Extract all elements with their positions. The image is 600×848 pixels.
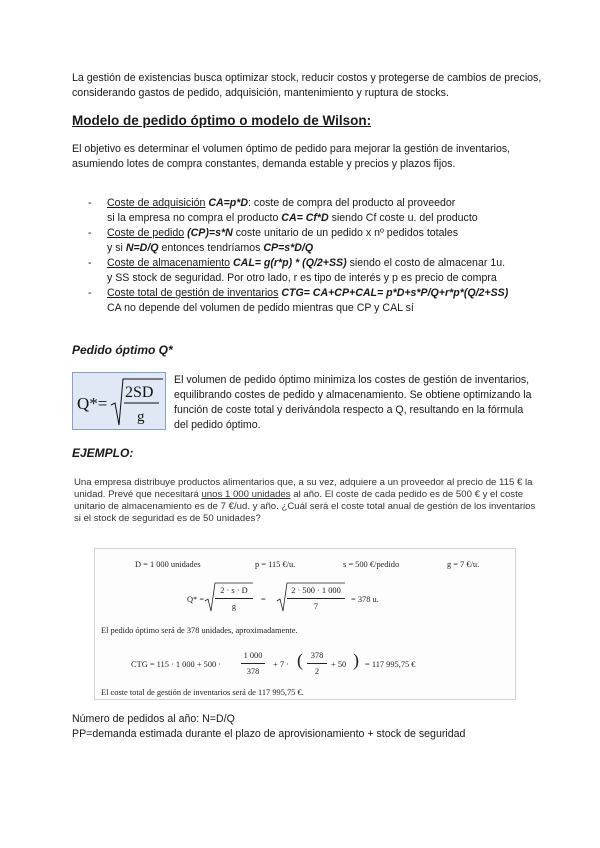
list-dash: - <box>88 227 92 239</box>
term-total: Coste total de gestión de inventarios <box>107 287 279 299</box>
ctg-num-1: 1 000 <box>241 648 265 664</box>
given-g: g = 7 €/u. <box>447 560 480 569</box>
heading-ejemplo: EJEMPLO: <box>72 446 134 460</box>
q-frac-2 <box>287 583 345 614</box>
given-s: s = 500 €/pedido <box>343 560 400 569</box>
text-adquisicion-l2a: si la empresa no compra el producto <box>107 212 282 224</box>
formula-ca-cf: CA= Cf*D <box>281 212 329 224</box>
formula-cal: CAL= g(r*p) * (Q/2+SS) <box>230 257 347 269</box>
outro-line-1: Número de pedidos al año: N=D/Q <box>72 713 235 725</box>
ctg-tail: + 50 <box>331 660 347 669</box>
q-den-2: 7 <box>313 602 319 611</box>
cost-item-almacenamiento <box>88 256 548 286</box>
q-den-1: g <box>231 602 237 611</box>
ctg-num-2: 378 <box>307 648 327 664</box>
intro-paragraph: La gestión de existencias busca optimizar stock, reducir costos y protegerse de cambios de precios, considerando gastos de pedido, adquisición, mantenimiento y ruptura de stocks. <box>72 72 542 99</box>
example-statement <box>74 477 538 525</box>
objective-paragraph: El objetivo es determinar el volumen óptimo de pedido para mejorar la gestión de inventarios, asumiendo lotes de compra constantes, demanda estable y precios y plazos fijos. <box>72 143 511 170</box>
text-pedido-l2b: entonces tendríamos <box>158 242 264 254</box>
outro <box>72 712 552 742</box>
q-result: = 378 u. <box>351 595 379 604</box>
formula-lhs: Q*= <box>77 394 108 413</box>
formula-description: El volumen de pedido óptimo minimiza los costes de gestión de inventarios, equilibrando costes de pedido y almacenamiento. Se obtiene optimizando la función de coste total y derivándola respecto a Q, resultando en la fórmula del pedido óptimo. <box>174 374 532 431</box>
line-q: El pedido óptimo será de 378 unidades, aproximadamente. <box>101 626 298 635</box>
outro-line-2: PP=demanda estimada durante el plazo de aprovisionamiento + stock de seguridad <box>72 728 466 740</box>
q-num-1: 2 · s · D <box>215 583 253 599</box>
text-pedido-l2a: y si <box>107 242 126 254</box>
example-text-1: Una empresa distribuye productos alimentarios que, a su vez, adquiere a un proveedor al precio de 115 € la unidad. Prevé que necesitará <box>74 477 533 500</box>
q-num-2: 2 · 500 · 1 000 <box>287 583 345 599</box>
ctg-frac-2 <box>307 648 327 679</box>
formula-ctg: CTG= CA+CP+CAL= p*D+s*P/Q+r*p*(Q/2+SS) <box>278 287 509 299</box>
cost-item-pedido <box>88 226 548 256</box>
text-almacenamiento-l2: y SS stock de seguridad. Por otro lado, r es tipo de interés y p es precio de compra <box>107 272 497 284</box>
given-p: p = 115 €/u. <box>255 560 296 569</box>
q-lhs: Q* = <box>187 595 205 604</box>
ctg-result: = 117 995,75 € <box>365 660 416 669</box>
ctg-frac-1 <box>241 648 265 679</box>
cost-item-adquisicion <box>88 196 548 226</box>
heading-wilson: Modelo de pedido óptimo o modelo de Wilson: <box>72 113 372 128</box>
text-total-l2: CA no depende del volumen de pedido mientras que CP y CAL sí <box>107 302 414 314</box>
example-text-underlined: unos 1 000 unidades <box>201 489 291 500</box>
text-pedido: coste unitario de un pedido x nº pedidos totales <box>232 227 459 239</box>
term-pedido: Coste de pedido <box>107 227 185 239</box>
cost-list <box>88 196 548 316</box>
formula-svg <box>73 373 167 431</box>
ctg-lhs: CTG = 115 · 1 000 + 500 · <box>131 660 222 669</box>
solution-image <box>94 548 516 700</box>
given-d: D = 1 000 unidades <box>135 560 201 569</box>
list-dash: - <box>88 257 92 269</box>
formula-den: g <box>137 409 145 425</box>
q-frac-1 <box>215 583 253 614</box>
heading-pedido-optimo: Pedido óptimo Q* <box>72 343 173 357</box>
term-almacenamiento: Coste de almacenamiento <box>107 257 231 269</box>
text-adquisicion: : coste de compra del producto al proveedor <box>248 197 456 209</box>
formula-cp: (CP)=s*N <box>184 227 233 239</box>
ctg-mid: + 7 · <box>273 660 289 669</box>
text-adquisicion-l2b: siendo Cf coste u. del producto <box>328 212 478 224</box>
term-adquisicion: Coste de adquisición <box>107 197 206 209</box>
line-ctg: El coste total de gestión de inventarios será de 117 995,75 €. <box>101 688 304 697</box>
q-eq: = <box>261 595 266 604</box>
ctg-den-2: 2 <box>314 667 320 676</box>
text-almacenamiento: siendo el costo de almacenar 1u. <box>346 257 506 269</box>
paren-close: ) <box>353 650 359 670</box>
formula-n: N=D/Q <box>125 242 159 254</box>
cost-item-total <box>88 286 548 316</box>
formula-image <box>72 372 166 430</box>
formula-num: 2SD <box>125 384 154 401</box>
list-dash: - <box>88 197 92 209</box>
example-text-2: al año. El coste de cada pedido es de 500 € y el coste unitario de almacenamiento es de 7 €/ud. y año. ¿Cuál será el coste total anual de gestión de los inventarios si el stock de seguridad es de 50 unidades? <box>74 489 536 524</box>
formula-cp-dq: CP=s*D/Q <box>263 242 314 254</box>
ctg-den-1: 378 <box>246 667 260 676</box>
paren-open: ( <box>297 650 303 670</box>
formula-ca: CA=p*D <box>208 197 249 209</box>
list-dash: - <box>88 287 92 299</box>
